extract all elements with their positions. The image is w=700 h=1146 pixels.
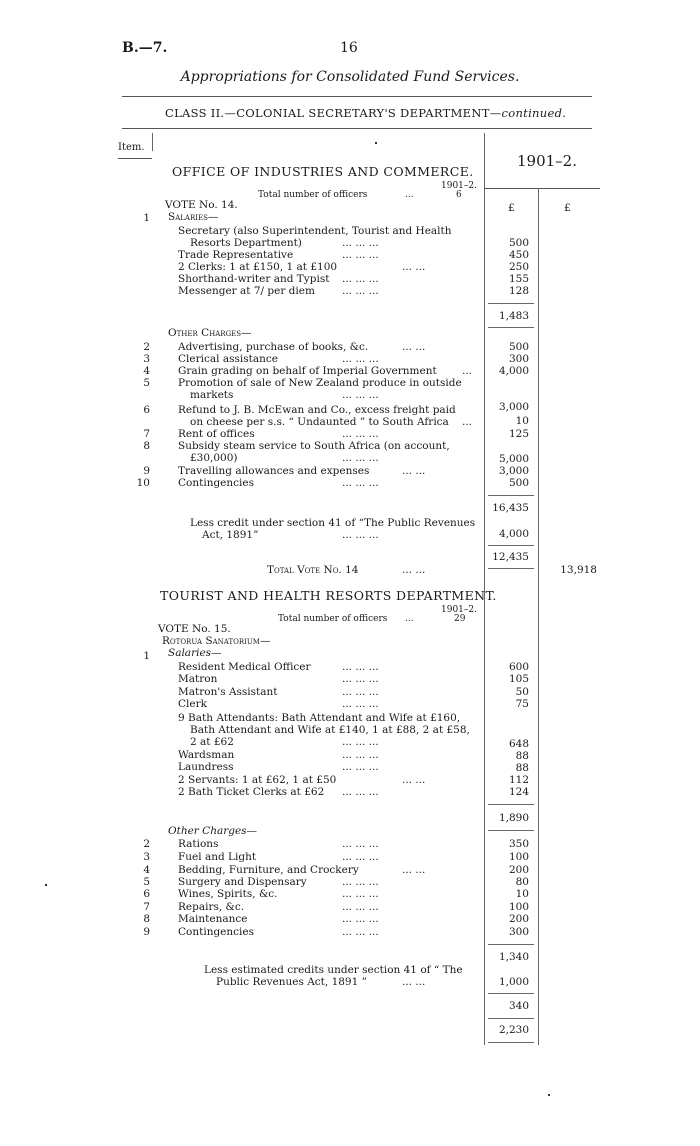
charge-row-label-cont: on cheese per s.s. “ Undaunted ” to South Africa bbox=[190, 416, 449, 428]
salary-row-label: Laundress bbox=[178, 761, 234, 773]
leader-dots: ... bbox=[462, 365, 473, 377]
item-number: 8 bbox=[143, 440, 150, 452]
leader-dots: ... ... ... bbox=[342, 428, 379, 440]
subtotal-rule bbox=[488, 303, 534, 304]
salary-amount: 112 bbox=[508, 774, 529, 786]
charge-row-label: Contingencies bbox=[178, 477, 254, 489]
charge-row-label: Grain grading on behalf of Imperial Government bbox=[178, 365, 437, 377]
subtotal-rule bbox=[488, 830, 534, 831]
officers-dots-2: ... bbox=[405, 614, 414, 624]
subtotal-rule bbox=[488, 1018, 534, 1019]
salary-row-label: Trade Representative bbox=[178, 249, 294, 261]
charge-amount: 500 bbox=[508, 341, 529, 353]
page-number: 16 bbox=[340, 40, 358, 56]
officers-year-2: 1901–2. bbox=[441, 605, 477, 615]
subtotal-rule bbox=[488, 993, 534, 994]
salary-row-label-cont: 2 at £62 bbox=[190, 736, 234, 748]
leader-dots: ... ... ... bbox=[342, 285, 379, 297]
charge-row-label-cont: markets bbox=[190, 389, 234, 401]
salary-row-label: 2 Bath Ticket Clerks at £62 bbox=[178, 786, 325, 798]
charge-row-label: Contingencies bbox=[178, 926, 254, 938]
item-number: 2 bbox=[143, 341, 150, 353]
salary-amount: 88 bbox=[515, 762, 529, 774]
leader-dots: ... ... ... bbox=[342, 901, 379, 913]
leader-dots: ... ... ... bbox=[342, 353, 379, 365]
officers-count-1: 6 bbox=[456, 190, 462, 200]
charge-amount: 10 bbox=[515, 415, 529, 427]
charge-amount: 4,000 bbox=[498, 365, 529, 377]
charge-amount: 500 bbox=[508, 477, 529, 489]
charge-row-label: Wines, Spirits, &c. bbox=[178, 888, 278, 900]
subtotal-rule bbox=[488, 495, 534, 496]
charge-row-label: Rent of offices bbox=[178, 428, 255, 440]
less-credits-label: Less estimated credits under section 41 of “ The bbox=[204, 964, 463, 976]
leader-dots: ... ... ... bbox=[342, 888, 379, 900]
charge-amount: 125 bbox=[508, 428, 529, 440]
class-heading: CLASS II.—COLONIAL SECRETARY'S DEPARTMENT—continued. bbox=[165, 106, 567, 120]
leader-dots: ... ... ... bbox=[342, 237, 379, 249]
charge-row-label-cont: £30,000) bbox=[190, 452, 238, 464]
salary-row-label: Messenger at 7/ per diem bbox=[178, 285, 315, 297]
charge-amount: 3,000 bbox=[498, 465, 529, 477]
item-number: 7 bbox=[143, 428, 150, 440]
salary-row-label: Matron bbox=[178, 673, 218, 685]
item-column-label: Item. bbox=[118, 142, 145, 153]
salary-amount: 128 bbox=[508, 285, 529, 297]
salary-row-label: Secretary (also Superintendent, Tourist and Health bbox=[178, 225, 452, 237]
less-credit-amount-1: 4,000 bbox=[498, 528, 529, 540]
charge-amount: 200 bbox=[508, 864, 529, 876]
leader-dots: ... bbox=[462, 416, 473, 428]
other-charges-subtotal-2: 1,340 bbox=[498, 951, 529, 963]
salary-row-label-cont: Bath Attendant and Wife at £140, 1 at £88, 2 at £58, bbox=[190, 724, 470, 736]
salary-row-label: Shorthand-writer and Typist bbox=[178, 273, 330, 285]
officers-label-2: Total number of officers bbox=[278, 614, 388, 624]
salary-amount: 250 bbox=[508, 261, 529, 273]
salaries-subtotal-2: 1,890 bbox=[498, 812, 529, 824]
salaries-subtotal-1: 1,483 bbox=[498, 310, 529, 322]
page-title: Appropriations for Consolidated Fund Services. bbox=[180, 69, 520, 85]
charge-row-label: Maintenance bbox=[178, 913, 248, 925]
leader-dots: ... ... ... bbox=[342, 661, 379, 673]
document-reference: B.—7. bbox=[122, 40, 168, 56]
item-number: 6 bbox=[143, 404, 150, 416]
charge-row-label: Rations bbox=[178, 838, 219, 850]
subtotal-rule bbox=[488, 944, 534, 945]
charge-amount: 300 bbox=[508, 926, 529, 938]
item-number: 3 bbox=[143, 851, 150, 863]
leader-dots: ... ... ... bbox=[342, 452, 379, 464]
salary-row-label: Clerk bbox=[178, 698, 207, 710]
officers-year-1: 1901–2. bbox=[441, 181, 477, 191]
leader-dots: ... ... ... bbox=[342, 851, 379, 863]
item-number: 1 bbox=[143, 650, 150, 662]
subtotal-rule bbox=[488, 568, 534, 569]
other-charges-heading-2: Other Charges— bbox=[168, 825, 258, 837]
charge-row-label: Bedding, Furniture, and Crockery bbox=[178, 864, 359, 876]
charge-amount: 10 bbox=[515, 888, 529, 900]
item-number: 1 bbox=[143, 212, 150, 224]
charge-amount: 5,000 bbox=[498, 453, 529, 465]
net-total-1: 12,435 bbox=[492, 551, 529, 563]
leader-dots: ... ... bbox=[402, 564, 426, 576]
leader-dots: ... ... ... bbox=[342, 786, 379, 798]
salary-amount: 124 bbox=[508, 786, 529, 798]
year-heading-rule bbox=[484, 188, 600, 189]
charge-row-label: Refund to J. B. McEwan and Co., excess freight paid bbox=[178, 404, 456, 416]
charge-amount: 100 bbox=[508, 901, 529, 913]
grand-total-2: 2,230 bbox=[498, 1024, 529, 1036]
less-credit-label-cont: Act, 1891” bbox=[202, 529, 259, 541]
subtotal-rule bbox=[488, 804, 534, 805]
amount-column-mid-rule bbox=[538, 188, 539, 1045]
salary-row-label: 9 Bath Attendants: Bath Attendant and Wife at £160, bbox=[178, 712, 461, 724]
subtotal-rule bbox=[488, 545, 534, 546]
tourist-dept-title: TOURIST AND HEALTH RESORTS DEPARTMENT. bbox=[160, 588, 497, 603]
item-column-divider bbox=[152, 133, 153, 151]
charge-row-label: Repairs, &c. bbox=[178, 901, 245, 913]
salary-amount: 50 bbox=[515, 686, 529, 698]
rotorua-sanatorium-heading: Rotorua Sanatorium— bbox=[162, 635, 271, 647]
leader-dots: ... ... ... bbox=[342, 736, 379, 748]
leader-dots: ... ... ... bbox=[342, 673, 379, 685]
leader-dots: ... ... bbox=[402, 261, 426, 273]
item-number: 4 bbox=[143, 365, 150, 377]
item-number: 9 bbox=[143, 926, 150, 938]
item-header-rule bbox=[118, 158, 152, 159]
currency-symbol-2: £ bbox=[564, 202, 571, 214]
item-number: 5 bbox=[143, 876, 150, 888]
item-number: 4 bbox=[143, 864, 150, 876]
net-other-charges-2: 340 bbox=[508, 1000, 529, 1012]
less-credit-label: Less credit under section 41 of “The Public Revenues bbox=[190, 517, 476, 529]
salary-row-label: 2 Servants: 1 at £62, 1 at £50 bbox=[178, 774, 337, 786]
leader-dots: ... ... ... bbox=[342, 686, 379, 698]
salary-row-label: Wardsman bbox=[178, 749, 235, 761]
office-industries-title: OFFICE OF INDUSTRIES AND COMMERCE. bbox=[172, 164, 474, 179]
leader-dots: ... ... ... bbox=[342, 913, 379, 925]
salary-row-label: Matron's Assistant bbox=[178, 686, 278, 698]
salary-amount: 500 bbox=[508, 237, 529, 249]
charge-amount: 200 bbox=[508, 913, 529, 925]
vote-15-label: VOTE No. 15. bbox=[158, 623, 231, 635]
salary-amount: 75 bbox=[515, 698, 529, 710]
less-credits-label-cont: Public Revenues Act, 1891 ” bbox=[216, 976, 367, 988]
item-number: 9 bbox=[143, 465, 150, 477]
officers-count-2: 29 bbox=[454, 614, 466, 624]
leader-dots: ... ... bbox=[402, 976, 426, 988]
scan-speck bbox=[548, 1094, 550, 1096]
other-charges-heading-1: Other Charges— bbox=[168, 327, 252, 339]
item-number: 2 bbox=[143, 838, 150, 850]
charge-row-label: Travelling allowances and expenses bbox=[178, 465, 370, 477]
salaries-heading-1: Salaries— bbox=[168, 211, 219, 223]
charge-amount: 300 bbox=[508, 353, 529, 365]
salary-row-label: Resident Medical Officer bbox=[178, 661, 311, 673]
item-number: 10 bbox=[136, 477, 150, 489]
charge-row-label: Promotion of sale of New Zealand produce in outside bbox=[178, 377, 462, 389]
salary-amount: 450 bbox=[508, 249, 529, 261]
year-heading: 1901–2. bbox=[517, 152, 577, 170]
leader-dots: ... ... ... bbox=[342, 926, 379, 938]
item-number: 8 bbox=[143, 913, 150, 925]
salary-amount: 648 bbox=[508, 738, 529, 750]
item-number: 6 bbox=[143, 888, 150, 900]
leader-dots: ... ... ... bbox=[342, 876, 379, 888]
leader-dots: ... ... ... bbox=[342, 249, 379, 261]
salary-amount: 88 bbox=[515, 750, 529, 762]
less-credits-amount-2: 1,000 bbox=[498, 976, 529, 988]
subtotal-rule bbox=[488, 327, 534, 328]
charge-row-label: Clerical assistance bbox=[178, 353, 278, 365]
charge-row-label: Fuel and Light bbox=[178, 851, 257, 863]
item-number: 7 bbox=[143, 901, 150, 913]
charge-amount: 3,000 bbox=[498, 401, 529, 413]
charge-amount: 350 bbox=[508, 838, 529, 850]
officers-dots-1: ... bbox=[405, 190, 414, 200]
total-vote-14-label: Total Vote No. 14 bbox=[267, 564, 359, 576]
salaries-heading-2: Salaries— bbox=[168, 647, 222, 659]
item-number: 5 bbox=[143, 377, 150, 389]
subtotal-rule bbox=[488, 1042, 534, 1043]
scan-speck bbox=[375, 142, 377, 144]
item-number: 3 bbox=[143, 353, 150, 365]
leader-dots: ... ... ... bbox=[342, 698, 379, 710]
leader-dots: ... ... bbox=[402, 341, 426, 353]
class-heading-rule bbox=[122, 128, 592, 129]
vote-14-label: VOTE No. 14. bbox=[165, 199, 238, 211]
leader-dots: ... ... ... bbox=[342, 477, 379, 489]
leader-dots: ... ... ... bbox=[342, 389, 379, 401]
salary-row-label-cont: Resorts Department) bbox=[190, 237, 302, 249]
charge-amount: 80 bbox=[515, 876, 529, 888]
salary-row-label: 2 Clerks: 1 at £150, 1 at £100 bbox=[178, 261, 338, 273]
charge-row-label: Surgery and Dispensary bbox=[178, 876, 307, 888]
leader-dots: ... ... bbox=[402, 864, 426, 876]
officers-label-1: Total number of officers bbox=[258, 190, 368, 200]
vote-14-total: 13,918 bbox=[560, 564, 597, 576]
salary-amount: 105 bbox=[508, 673, 529, 685]
header-rule bbox=[122, 96, 592, 97]
leader-dots: ... ... bbox=[402, 774, 426, 786]
charge-amount: 100 bbox=[508, 851, 529, 863]
leader-dots: ... ... ... bbox=[342, 529, 379, 541]
salary-amount: 155 bbox=[508, 273, 529, 285]
salary-amount: 600 bbox=[508, 661, 529, 673]
gross-total-1: 16,435 bbox=[492, 502, 529, 514]
currency-symbol-1: £ bbox=[508, 202, 515, 214]
charge-row-label: Advertising, purchase of books, &c. bbox=[178, 341, 369, 353]
leader-dots: ... ... ... bbox=[342, 761, 379, 773]
leader-dots: ... ... ... bbox=[342, 838, 379, 850]
leader-dots: ... ... ... bbox=[342, 273, 379, 285]
charge-row-label: Subsidy steam service to South Africa (on account, bbox=[178, 440, 450, 452]
leader-dots: ... ... ... bbox=[342, 749, 379, 761]
scan-speck bbox=[45, 884, 47, 886]
leader-dots: ... ... bbox=[402, 465, 426, 477]
